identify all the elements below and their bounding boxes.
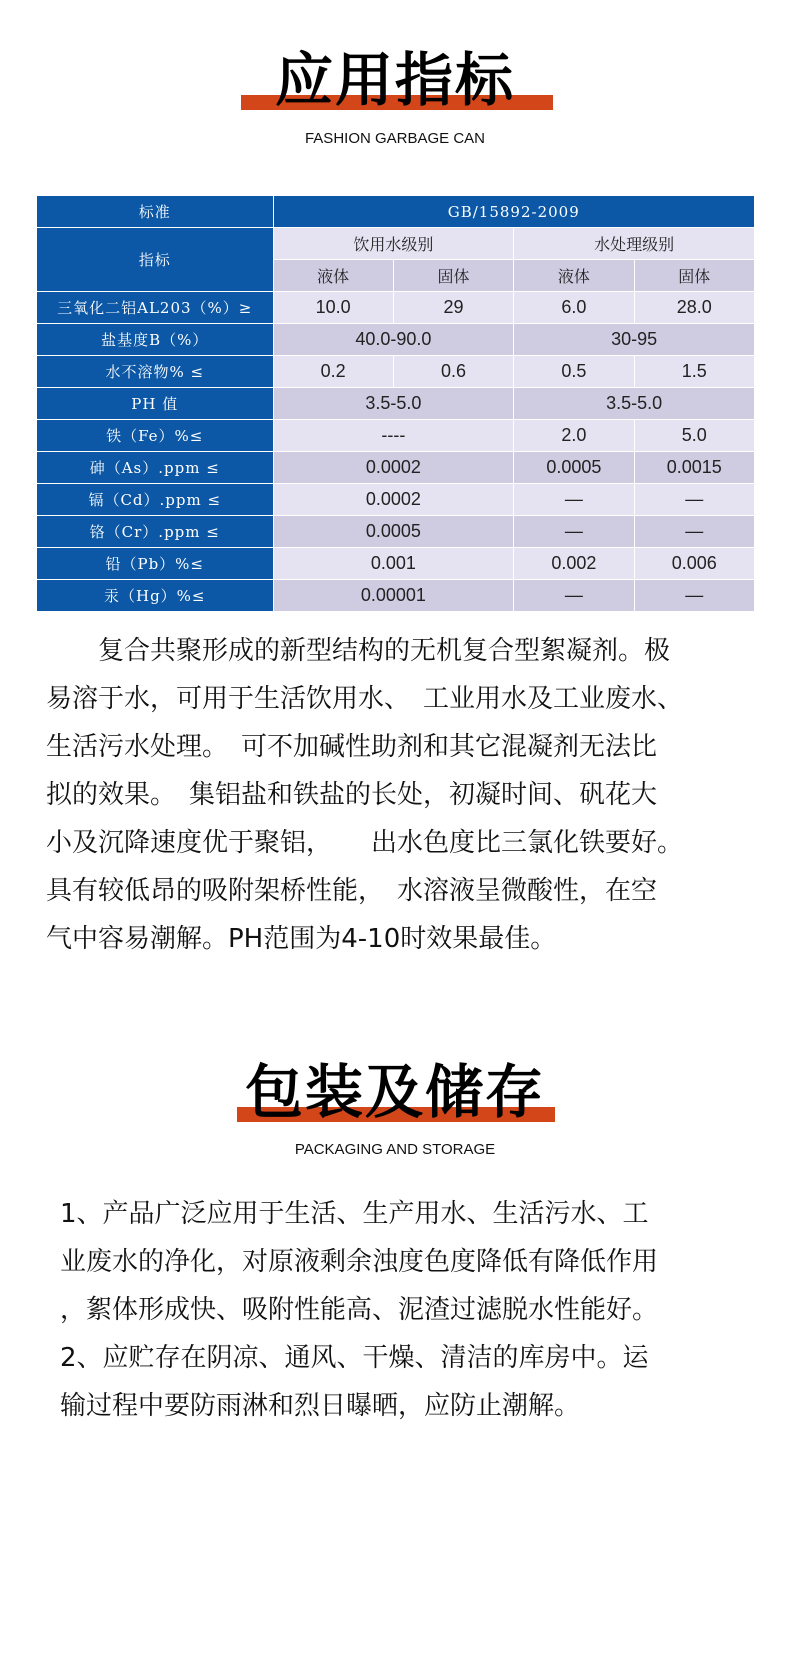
text-line: 业废水的净化，对原液剩余浊度色度降低有降低作用	[60, 1247, 659, 1277]
text-line: 复合共聚形成的新型结构的无机复合型絮凝剂。极	[46, 636, 671, 666]
row-label: 镉（Cd）.ppm ≤	[37, 484, 274, 516]
row-label: 盐基度B（%）	[37, 324, 274, 356]
table-cell: 0.002	[514, 548, 634, 580]
text-line: 易溶于水，可用于生活饮用水、 工业用水及工业废水、	[46, 684, 684, 714]
standard-value: GB/15892-2009	[273, 196, 755, 228]
description-paragraph	[46, 627, 683, 963]
table-row	[37, 356, 755, 388]
table-row	[37, 420, 755, 452]
table-cell: 0.2	[273, 356, 393, 388]
table-row	[37, 452, 755, 484]
sub-header-solid: 固体	[393, 260, 513, 292]
table-row	[37, 292, 755, 324]
table-row	[37, 388, 755, 420]
table-cell: 3.5-5.0	[514, 388, 755, 420]
table-cell: 40.0-90.0	[273, 324, 514, 356]
text-line: 1、产品广泛应用于生活、生产用水、生活污水、工	[60, 1199, 649, 1229]
table-cell: —	[514, 484, 634, 516]
table-row	[37, 548, 755, 580]
table-cell: 2.0	[514, 420, 634, 452]
table-cell: —	[634, 484, 754, 516]
table-cell: 0.006	[634, 548, 754, 580]
section-heading: 应用指标	[274, 46, 515, 114]
section-subtitle: FASHION GARBAGE CAN	[304, 130, 486, 147]
table-cell: ----	[273, 420, 514, 452]
table-cell: 0.00001	[273, 580, 514, 612]
table-row	[37, 516, 755, 548]
table-cell: 29	[393, 292, 513, 324]
header-standard: 标准	[37, 196, 274, 228]
table-cell: 0.001	[273, 548, 514, 580]
table-cell: —	[514, 516, 634, 548]
group-treatment: 水处理级别	[514, 228, 755, 260]
text-line: ，絮体形成快、吸附性能高、泥渣过滤脱水性能好。	[60, 1295, 659, 1325]
table-cell: —	[634, 516, 754, 548]
section-title-application	[0, 48, 790, 112]
row-label: 水不溶物% ≤	[37, 356, 274, 388]
table-cell: 0.0005	[273, 516, 514, 548]
text-line: 2、应贮存在阴凉、通风、干燥、清洁的库房中。运	[60, 1343, 649, 1373]
table-cell: 10.0	[273, 292, 393, 324]
table-row	[37, 484, 755, 516]
sub-header-liquid: 液体	[273, 260, 393, 292]
group-drinking: 饮用水级别	[273, 228, 514, 260]
table-cell: 6.0	[514, 292, 634, 324]
text-line: 气中容易潮解。PH范围为4-10时效果最佳。	[46, 924, 557, 954]
row-label: 铁（Fe）%≤	[37, 420, 274, 452]
text-line: 拟的效果。 集铝盐和铁盐的长处，初凝时间、矾花大	[46, 780, 658, 810]
section-subtitle: PACKAGING AND STORAGE	[294, 1141, 496, 1158]
section-title-packaging	[0, 1060, 790, 1124]
table-cell: —	[634, 580, 754, 612]
table-cell: 0.5	[514, 356, 634, 388]
table-cell: 5.0	[634, 420, 754, 452]
header-index: 指标	[37, 228, 274, 292]
table-cell: 3.5-5.0	[273, 388, 514, 420]
row-label: 三氧化二铝AL203（%）≥	[37, 292, 274, 324]
table-row	[37, 196, 755, 228]
table-row	[37, 324, 755, 356]
table-cell: —	[514, 580, 634, 612]
row-label: 铬（Cr）.ppm ≤	[37, 516, 274, 548]
text-line: 具有较低昂的吸附架桥性能， 水溶液呈微酸性，在空	[46, 876, 658, 906]
table-cell: 30-95	[514, 324, 755, 356]
table-cell: 0.0002	[273, 452, 514, 484]
row-label: PH 值	[37, 388, 274, 420]
table-cell: 0.6	[393, 356, 513, 388]
table-row	[37, 228, 755, 260]
row-label: 砷（As）.ppm ≤	[37, 452, 274, 484]
table-row	[37, 580, 755, 612]
table-cell: 1.5	[634, 356, 754, 388]
text-line: 输过程中要防雨淋和烈日曝晒，应防止潮解。	[60, 1391, 581, 1421]
table-cell: 28.0	[634, 292, 754, 324]
text-line: 小及沉降速度优于聚铝， 出水色度比三氯化铁要好。	[46, 828, 684, 858]
row-label: 铅（Pb）%≤	[37, 548, 274, 580]
row-label: 汞（Hg）%≤	[37, 580, 274, 612]
table-cell: 0.0002	[273, 484, 514, 516]
table-cell: 0.0015	[634, 452, 754, 484]
text-line: 生活污水处理。 可不加碱性助剂和其它混凝剂无法比	[46, 732, 658, 762]
storage-paragraph	[60, 1190, 658, 1430]
sub-header-solid: 固体	[634, 260, 754, 292]
spec-table	[36, 195, 755, 612]
table-cell: 0.0005	[514, 452, 634, 484]
sub-header-liquid: 液体	[514, 260, 634, 292]
section-heading: 包装及储存	[244, 1058, 545, 1126]
